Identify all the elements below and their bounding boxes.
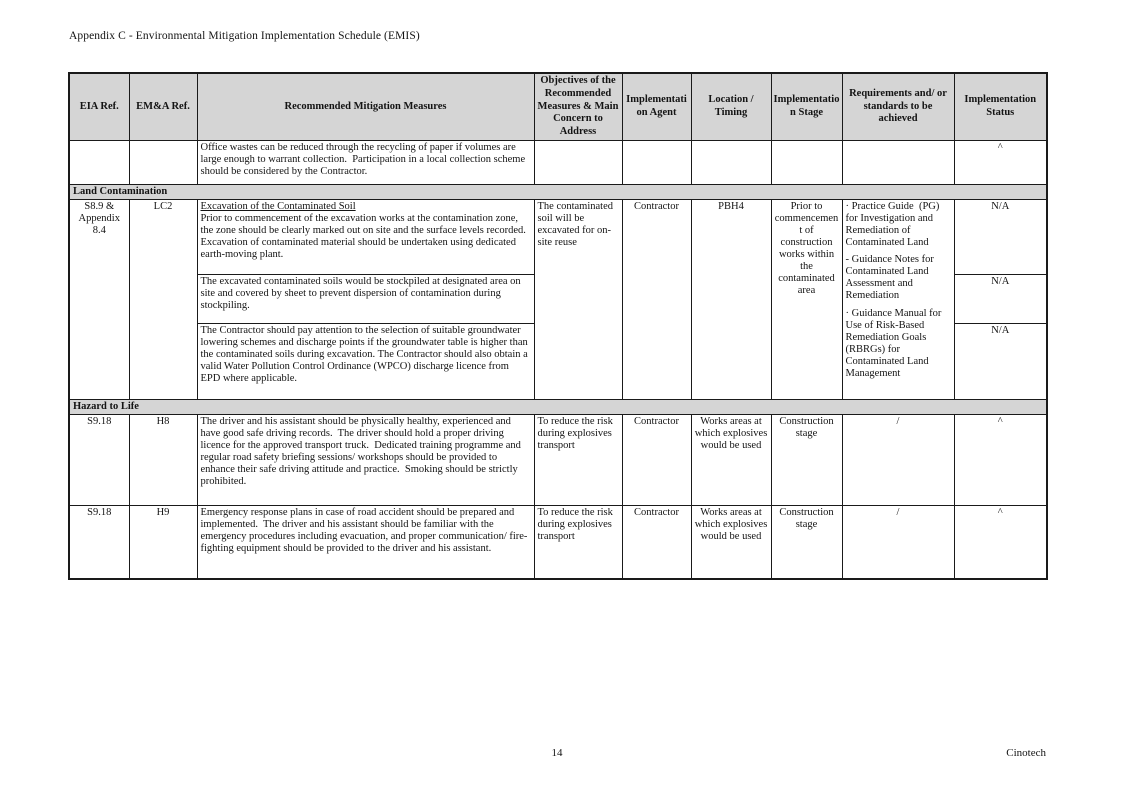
header-agent: Implementation Agent [622, 73, 691, 140]
header-stage: Implementation Stage [771, 73, 842, 140]
cell-ema-ref: H9 [129, 506, 197, 579]
requirement-item: - Guidance Notes for Contaminated Land Assessment and Remediation [845, 254, 937, 302]
cell-objectives-empty [534, 140, 622, 184]
page-number: 14 [551, 747, 563, 759]
cell-stage: Prior to commencement of construction works within the contaminated area [771, 200, 842, 400]
page-title: Appendix C - Environmental Mitigation Implementation Schedule (EMIS) [69, 30, 420, 42]
table-row-continuation [69, 140, 1047, 184]
footer-company-name: Cinotech [1006, 747, 1046, 759]
cell-status: ^ [954, 506, 1047, 579]
cell-stage-empty [771, 140, 842, 184]
cell-agent: Contractor [622, 415, 691, 506]
header-requirements: Requirements and/ or standards to be achieved [842, 73, 954, 140]
cell-agent-empty [622, 140, 691, 184]
cell-stage: Construction stage [771, 506, 842, 579]
cell-location: Works areas at which explosives would be used [691, 415, 771, 506]
cell-eia-ref: S9.18 [69, 506, 129, 579]
cell-ema-ref: LC2 [129, 200, 197, 400]
cell-status: N/A [954, 324, 1047, 400]
header-location: Location / Timing [691, 73, 771, 140]
measure-body: Prior to commencement of the excavation works at the contamination zone, the zone should be clearly marked out on site and the surface levels recorded. Excavation of contaminated material should be undertaken using dedicated earth-moving plant. [200, 213, 529, 261]
cell-measures: The driver and his assistant should be physically healthy, experienced and have good safe driving records. The driver should hold a proper driving licence for the approved transport truck. Dedicated training programme and regular road safety briefing sessions/ workshops should be provided to enhance their safe driving attitude and practice. Smoking should be strictly prohibited. [197, 415, 534, 506]
cell-agent: Contractor [622, 200, 691, 400]
cell-measures: The excavated contaminated soils would be stockpiled at designated area on site and covered by sheet to prevent dispersion of contamination during stockpiling. [197, 275, 534, 324]
header-ema-ref: EM&A Ref. [129, 73, 197, 140]
section-row-land-contamination [69, 184, 1047, 199]
cell-objectives: To reduce the risk during explosives transport [534, 415, 622, 506]
cell-measures [197, 200, 534, 275]
cell-eia-ref: S8.9 & Appendix 8.4 [69, 200, 129, 400]
section-row-hazard-to-life [69, 400, 1047, 415]
header-status: Implementation Status [954, 73, 1047, 140]
emis-table [68, 72, 1048, 580]
cell-agent: Contractor [622, 506, 691, 579]
cell-objectives: The contaminated soil will be excavated for on-site reuse [534, 200, 622, 400]
cell-status: N/A [954, 200, 1047, 275]
cell-measures: Emergency response plans in case of road accident should be prepared and implemented. The driver and his assistant should be familiar with the emergency procedures including evacuation, and proper communication/ fire-fighting equipment should be provided to the driver and his assistant. [197, 506, 534, 579]
cell-measures: Office wastes can be reduced through the recycling of paper if volumes are large enough to warrant collection. Participation in a local collection scheme should be considered by the Contractor. [197, 140, 534, 184]
cell-ema-ref-empty [129, 140, 197, 184]
cell-requirements-empty [842, 140, 954, 184]
cell-status: ^ [954, 140, 1047, 184]
cell-requirements: / [842, 506, 954, 579]
cell-location: Works areas at which explosives would be used [691, 506, 771, 579]
section-label: Hazard to Life [69, 400, 1047, 415]
requirement-item: · Guidance Manual for Use of Risk-Based Remediation Goals (RBRGs) for Contaminated Land Management [845, 307, 945, 379]
cell-requirements: / [842, 415, 954, 506]
cell-eia-ref: S9.18 [69, 415, 129, 506]
cell-location-empty [691, 140, 771, 184]
cell-measures: The Contractor should pay attention to the selection of suitable groundwater lowering schemes and discharge points if the groundwater table is higher than the contaminated soils during excavation. The Contractor should also obtain a valid Water Pollution Control Ordinance (WPCO) discharge licence from EPD where applicable. [197, 324, 534, 400]
section-label: Land Contamination [69, 184, 1047, 199]
cell-requirements [842, 200, 954, 400]
requirement-item: · Practice Guide (PG) for Investigation and Remediation of Contaminated Land [845, 201, 943, 249]
table-header-row [69, 73, 1047, 140]
measure-title: Excavation of the Contaminated Soil [200, 201, 356, 213]
cell-eia-ref-empty [69, 140, 129, 184]
cell-objectives: To reduce the risk during explosives transport [534, 506, 622, 579]
cell-stage: Construction stage [771, 415, 842, 506]
header-measures: Recommended Mitigation Measures [197, 73, 534, 140]
table-row-lc2-1 [69, 200, 1047, 275]
table-row-h9 [69, 506, 1047, 579]
header-eia-ref: EIA Ref. [69, 73, 129, 140]
cell-status: N/A [954, 275, 1047, 324]
cell-status: ^ [954, 415, 1047, 506]
header-objectives: Objectives of the Recommended Measures & Main Concern to Address [534, 73, 622, 140]
table-row-h8 [69, 415, 1047, 506]
cell-location: PBH4 [691, 200, 771, 400]
cell-ema-ref: H8 [129, 415, 197, 506]
